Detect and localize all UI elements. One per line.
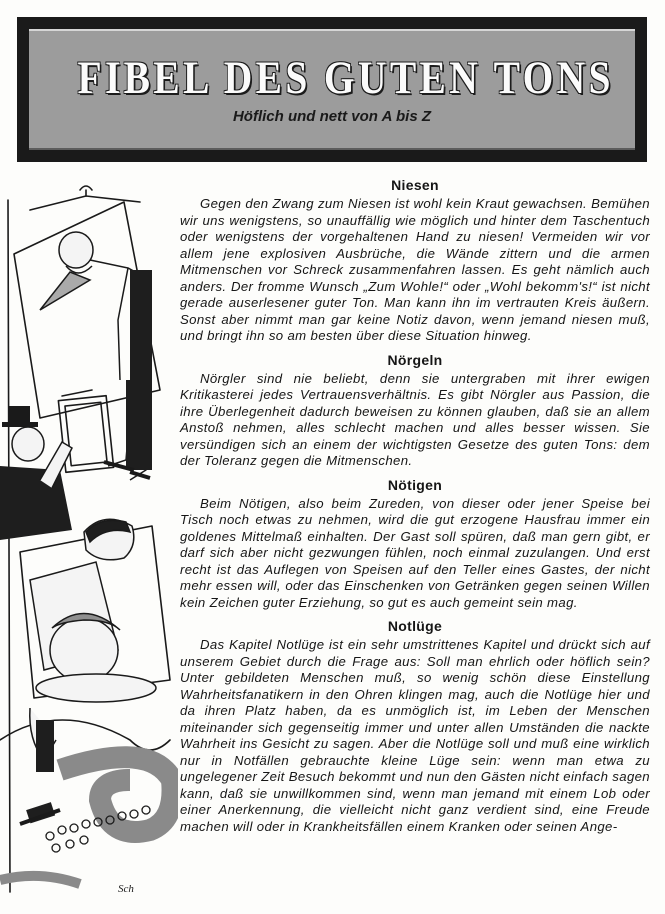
page-title: FIBEL DES GUTEN TONS (77, 52, 614, 104)
article-niesen (180, 176, 650, 345)
article-heading: Nörgeln (387, 351, 443, 368)
article-noetigen (180, 476, 650, 612)
article-column (180, 176, 650, 841)
masthead-panel (29, 29, 635, 150)
illustrator-signature: Sch (118, 883, 134, 895)
article-notluege (180, 617, 650, 835)
page-subtitle: Höflich und nett von A bis Z (232, 108, 432, 125)
article-body: Das Kapitel Notlüge ist ein sehr umstrittenes Kapitel und drückt sich auf unserem Gebiet durch die Frage aus: Soll man ehrlich oder höflich sein? Unter gebildeten Menschen muß, so wenig schön diese Einstellung Wahrheitsfanatikern in den Ohren klingen mag, auch die Notlüge hier und da ihren Platz haben, da es unmöglich ist, im Leben der Menschen miteinander sich gegenseitig immer und unter allen Umständen die nackte Wahrheit ins Gesicht zu sagen. Aber die Notlüge soll und muß eine wirklich nur in Notfällen gebrauchte kleine Lüge sein: wenn man etwa zu ungelegener Zeit Besuch bekommt und nun den Gästen nicht einfach sagen kann, daß sie unwillkommen sind, wenn man jemand mit einem Lob oder einer Anerkennung, die vielleicht nicht ganz verdient sind, eine Freude machen will oder in Krankheitsfällen einem Kranken oder seinen Ange- (180, 637, 650, 834)
article-heading: Niesen (391, 177, 439, 193)
article-body: Beim Nötigen, also beim Zureden, von dieser oder jener Speise bei Tisch noch etwas zu nehmen, wird die gut erzogene Hausfrau immer ein goldenes Mittelmaß einhalten. Der Gast soll spüren, daß man gern gibt, er darf sich aber nicht gezwungen fühlen, noch einmal zuzulangen. Und erst recht ist das Auflegen von Speisen auf den Teller eines Gastes, der nicht mehr essen will, oder das Einschenken von Getränken gegen seinen Willen kein Zeichen guter Erziehung, so gut es auch gemeint sein mag. (180, 495, 650, 610)
article-body: Nörgler sind nie beliebt, denn sie untergraben mit ihrer ewigen Kritikasterei jedes Vertrauensverhältnis. Es gibt Nörgler aus Passion, die ihre Überlegenheit dadurch beweisen zu können glauben, daß sie an allem Anstoß nehmen, alles schlecht machen und alles besser wissen. Sie versündigen sich an einem der wichtigsten Gesetze des guten Tons: dem der Toleranz gegen die Mitmenschen. (180, 370, 650, 468)
article-noergeln (180, 351, 650, 470)
article-heading: Nötigen (387, 476, 443, 493)
article-heading: Notlüge (387, 618, 443, 634)
masthead-banner (17, 17, 647, 162)
article-body: Gegen den Zwang zum Niesen ist wohl kein Kraut gewachsen. Bemühen wir uns wenigstens, so unauffällig wie möglich und hinter dem Taschentuch oder wenigstens der vorgehaltenen Hand zu niesen! Vermeiden wir vor allem jene explosiven Ausbrüche, die Wände zittern und die armen Mitmenschen vor Schreck zusammenfahren lassen. Es geht nämlich auch anders. Der fromme Wunsch „Zum Wohle!“ oder „Wohl bekomm's!“ ist nicht gerade auserlesener guter Ton. Man kann ihn im vertrauten Kreis äußern. Sonst aber nimmt man gar keine Notiz davon, wenn jemand niesen muß, und bringt ihn so am besten über diese Situation hinweg. (180, 196, 650, 343)
etiquette-illustration (0, 180, 178, 905)
